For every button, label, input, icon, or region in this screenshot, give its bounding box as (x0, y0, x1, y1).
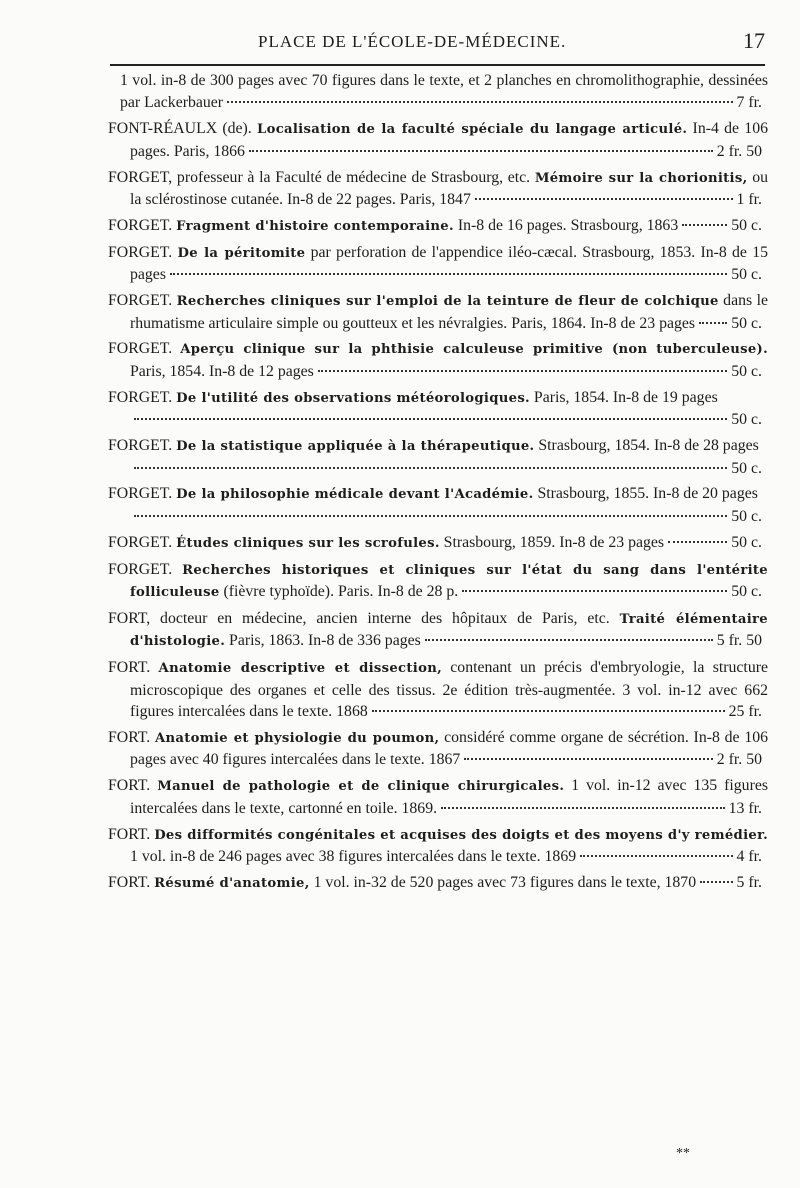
catalog-entry (108, 872, 768, 894)
entry-title: De la statistique appliquée à la thérapeutique. (176, 439, 535, 455)
dot-leader (425, 638, 713, 641)
catalog-entries (108, 70, 768, 899)
price-line (678, 217, 762, 234)
entry-title: Manuel de pathologie et de clinique chirurgicales. (157, 779, 565, 795)
entry-price: 50 c. (731, 507, 762, 525)
entry-title: Recherches cliniques sur l'emploi de la teinture de fleur de colchique (176, 294, 719, 310)
price-line (695, 315, 762, 332)
entry-price: 5 fr. (736, 873, 762, 891)
entry-title: Mémoire sur la chorionitis, (534, 170, 748, 186)
entry-description: 1 vol. in-8 de 246 pages avec 38 figures intercalées dans le texte. 1869 (130, 848, 577, 865)
entry-title: Des difformités congénitales et acquises des doigts et des moyens d'y remédier. (154, 827, 768, 843)
entry-description: In-4 de 106 pages. Paris, 1866 (130, 120, 768, 160)
header-rule (110, 64, 765, 66)
page-title: PLACE DE L'ÉCOLE-DE-MÉDECINE. (258, 32, 567, 51)
catalog-entry (108, 290, 768, 334)
dot-leader (249, 149, 713, 152)
entry-price: 2 fr. 50 (716, 142, 762, 160)
catalog-entry (108, 215, 768, 237)
entry-price: 4 fr. (736, 848, 762, 865)
catalog-entry (108, 167, 768, 211)
dot-leader (475, 197, 733, 200)
price-line (166, 266, 762, 283)
entry-price: 13 fr. (728, 799, 762, 817)
entry-title: Localisation de la faculté spéciale du langage articulé. (257, 122, 688, 138)
entry-title: Recherches historiques et cliniques sur l'état du sang dans l'entérite folliculeuse (130, 562, 768, 601)
entry-description: ou la sclérostinose cutanée. In-8 de 22 pages. Paris, 1847 (130, 168, 768, 209)
entry-description: 1 vol. in-8 de 300 pages avec 70 figures dans le texte, et 2 planches en chromolithographie, dessinées par Lackerbauer (120, 72, 768, 112)
entry-title: Anatomie et physiologie du poumon, (154, 730, 440, 746)
entry-author: FORT, docteur en médecine, ancien interne des hôpitaux de Paris, etc. (108, 609, 620, 627)
entry-price: 2 fr. 50 (716, 751, 762, 769)
running-header (110, 30, 765, 64)
entry-price: 50 c. (731, 266, 762, 284)
catalog-entry (108, 118, 768, 162)
entry-title: Études cliniques sur les scrofules. (176, 535, 440, 551)
catalog-entry (108, 70, 768, 114)
entry-author: FORGET. (108, 485, 177, 503)
catalog-entry (108, 435, 768, 479)
catalog-entry (108, 387, 768, 431)
entry-description: par perforation de l'appendice iléo-cæcal. Strasbourg, 1853. In-8 de 15 pages (130, 243, 768, 284)
entry-description: 1 vol. in-32 de 520 pages avec 73 figures dans le texte, 1870 (309, 873, 697, 891)
entry-author: FORGET. (108, 437, 177, 455)
catalog-entry (108, 338, 768, 382)
entry-author: FORGET. (108, 340, 181, 358)
signature-mark: ** (676, 1146, 690, 1161)
entry-title: De la philosophie médicale devant l'Académie. (176, 487, 534, 503)
entry-price: 50 c. (731, 362, 762, 380)
catalog-entry (108, 775, 768, 819)
entry-description: Paris, 1863. In-8 de 336 pages (225, 632, 421, 650)
dot-leader (462, 589, 727, 592)
price-line (576, 848, 762, 865)
catalog-entry (108, 657, 768, 722)
entry-price: 50 c. (731, 533, 762, 551)
entry-author: FONT-RÉAULX (de). (108, 120, 258, 138)
catalog-entry (108, 483, 768, 527)
price-line (421, 632, 762, 649)
price-line (664, 534, 762, 551)
entry-author: FORGET. (108, 216, 177, 234)
entry-author: FORGET. (108, 243, 178, 261)
entry-description: Paris, 1854. In-8 de 12 pages (130, 362, 314, 380)
dot-leader (700, 880, 732, 883)
dot-leader (668, 540, 727, 543)
price-line (460, 751, 762, 768)
dot-leader (318, 369, 727, 372)
entry-price: 25 fr. (728, 703, 762, 721)
entry-description: dans le rhumatisme articulaire simple ou goutteux et les névralgies. Paris, 1864. In-8 de 23 pages (130, 292, 768, 332)
price-line (368, 703, 762, 720)
dot-leader (372, 709, 725, 712)
price-line (130, 460, 762, 477)
entry-author: FORGET, professeur à la Faculté de médecine de Strasbourg, etc. (108, 168, 535, 186)
dot-leader (464, 757, 713, 760)
entry-description: Strasbourg, 1854. In-8 de 28 pages (534, 437, 759, 455)
entry-author: FORT. (108, 659, 159, 677)
price-line (130, 508, 762, 525)
dot-leader (682, 223, 727, 226)
price-line (696, 874, 762, 891)
entry-author: FORT. (108, 873, 155, 891)
dot-leader (170, 272, 727, 275)
entry-description: Strasbourg, 1855. In-8 de 20 pages (533, 485, 758, 503)
price-line (458, 583, 762, 600)
entry-author: FORT. (108, 825, 155, 843)
entry-description: Paris, 1854. In-8 de 19 pages (529, 388, 718, 406)
entry-description: 1 vol. in-12 avec 135 figures intercalées dans le texte, cartonné en toile. 1869. (130, 777, 769, 817)
dot-leader (580, 854, 732, 857)
entry-title: Fragment d'histoire contemporaine. (176, 218, 454, 234)
entry-author: FORGET. (108, 388, 177, 406)
entry-title: De la péritomite (177, 245, 306, 261)
entry-price: 50 c. (731, 411, 762, 429)
entry-price: 50 c. (731, 459, 762, 477)
entry-description: Strasbourg, 1859. In-8 de 23 pages (439, 533, 665, 551)
entry-title: Aperçu clinique sur la phthisie calculeuse primitive (non tuberculeuse). (180, 342, 768, 358)
entry-description: considéré comme organe de sécrétion. In-8 de 106 pages avec 40 figures intercalées dans le texte. 1867 (130, 728, 769, 769)
catalog-entry (108, 824, 768, 868)
entry-author: FORT. (108, 728, 155, 746)
entry-price: 50 c. (731, 583, 762, 601)
catalog-entry (108, 608, 768, 653)
entry-title: Anatomie descriptive et dissection, (158, 661, 442, 677)
price-line (245, 143, 762, 160)
page-number: 17 (743, 28, 765, 53)
catalog-entry (108, 559, 768, 604)
price-line (437, 800, 762, 817)
entry-price: 50 c. (731, 314, 762, 332)
catalog-entry (108, 532, 768, 554)
entry-author: FORGET. (108, 292, 177, 310)
dot-leader (699, 321, 727, 324)
entry-title: Résumé d'anatomie, (154, 875, 310, 891)
entry-description: contenant un précis d'embryologie, la structure microscopique des organes et celle des tissus. 2e édition très-augmentée. 3 vol. in-12 avec 662 figures intercalées dans le texte. 1868 (130, 659, 768, 721)
entry-author: FORT. (108, 777, 158, 795)
dot-leader (134, 466, 727, 469)
entry-price: 5 fr. 50 (716, 632, 762, 650)
entry-description: (fièvre typhoïde). Paris. In-8 de 28 p. (219, 583, 459, 601)
price-line (223, 94, 762, 111)
entry-price: 7 fr. (736, 94, 762, 112)
price-line (314, 363, 762, 380)
entry-description: In-8 de 16 pages. Strasbourg, 1863 (453, 216, 679, 234)
dot-leader (227, 100, 733, 103)
entry-price: 50 c. (731, 216, 762, 234)
entry-title: De l'utilité des observations météorologiques. (176, 390, 530, 406)
entry-author: FORGET. (108, 560, 183, 578)
catalog-entry (108, 242, 768, 286)
price-line (130, 411, 762, 428)
dot-leader (134, 417, 727, 420)
dot-leader (441, 806, 725, 809)
entry-author: FORGET. (108, 533, 177, 551)
catalog-entry (108, 727, 768, 771)
entry-price: 1 fr. (736, 191, 762, 209)
dot-leader (134, 514, 727, 517)
entry-title: Traité élémentaire d'histologie. (130, 611, 768, 650)
price-line (471, 191, 762, 208)
